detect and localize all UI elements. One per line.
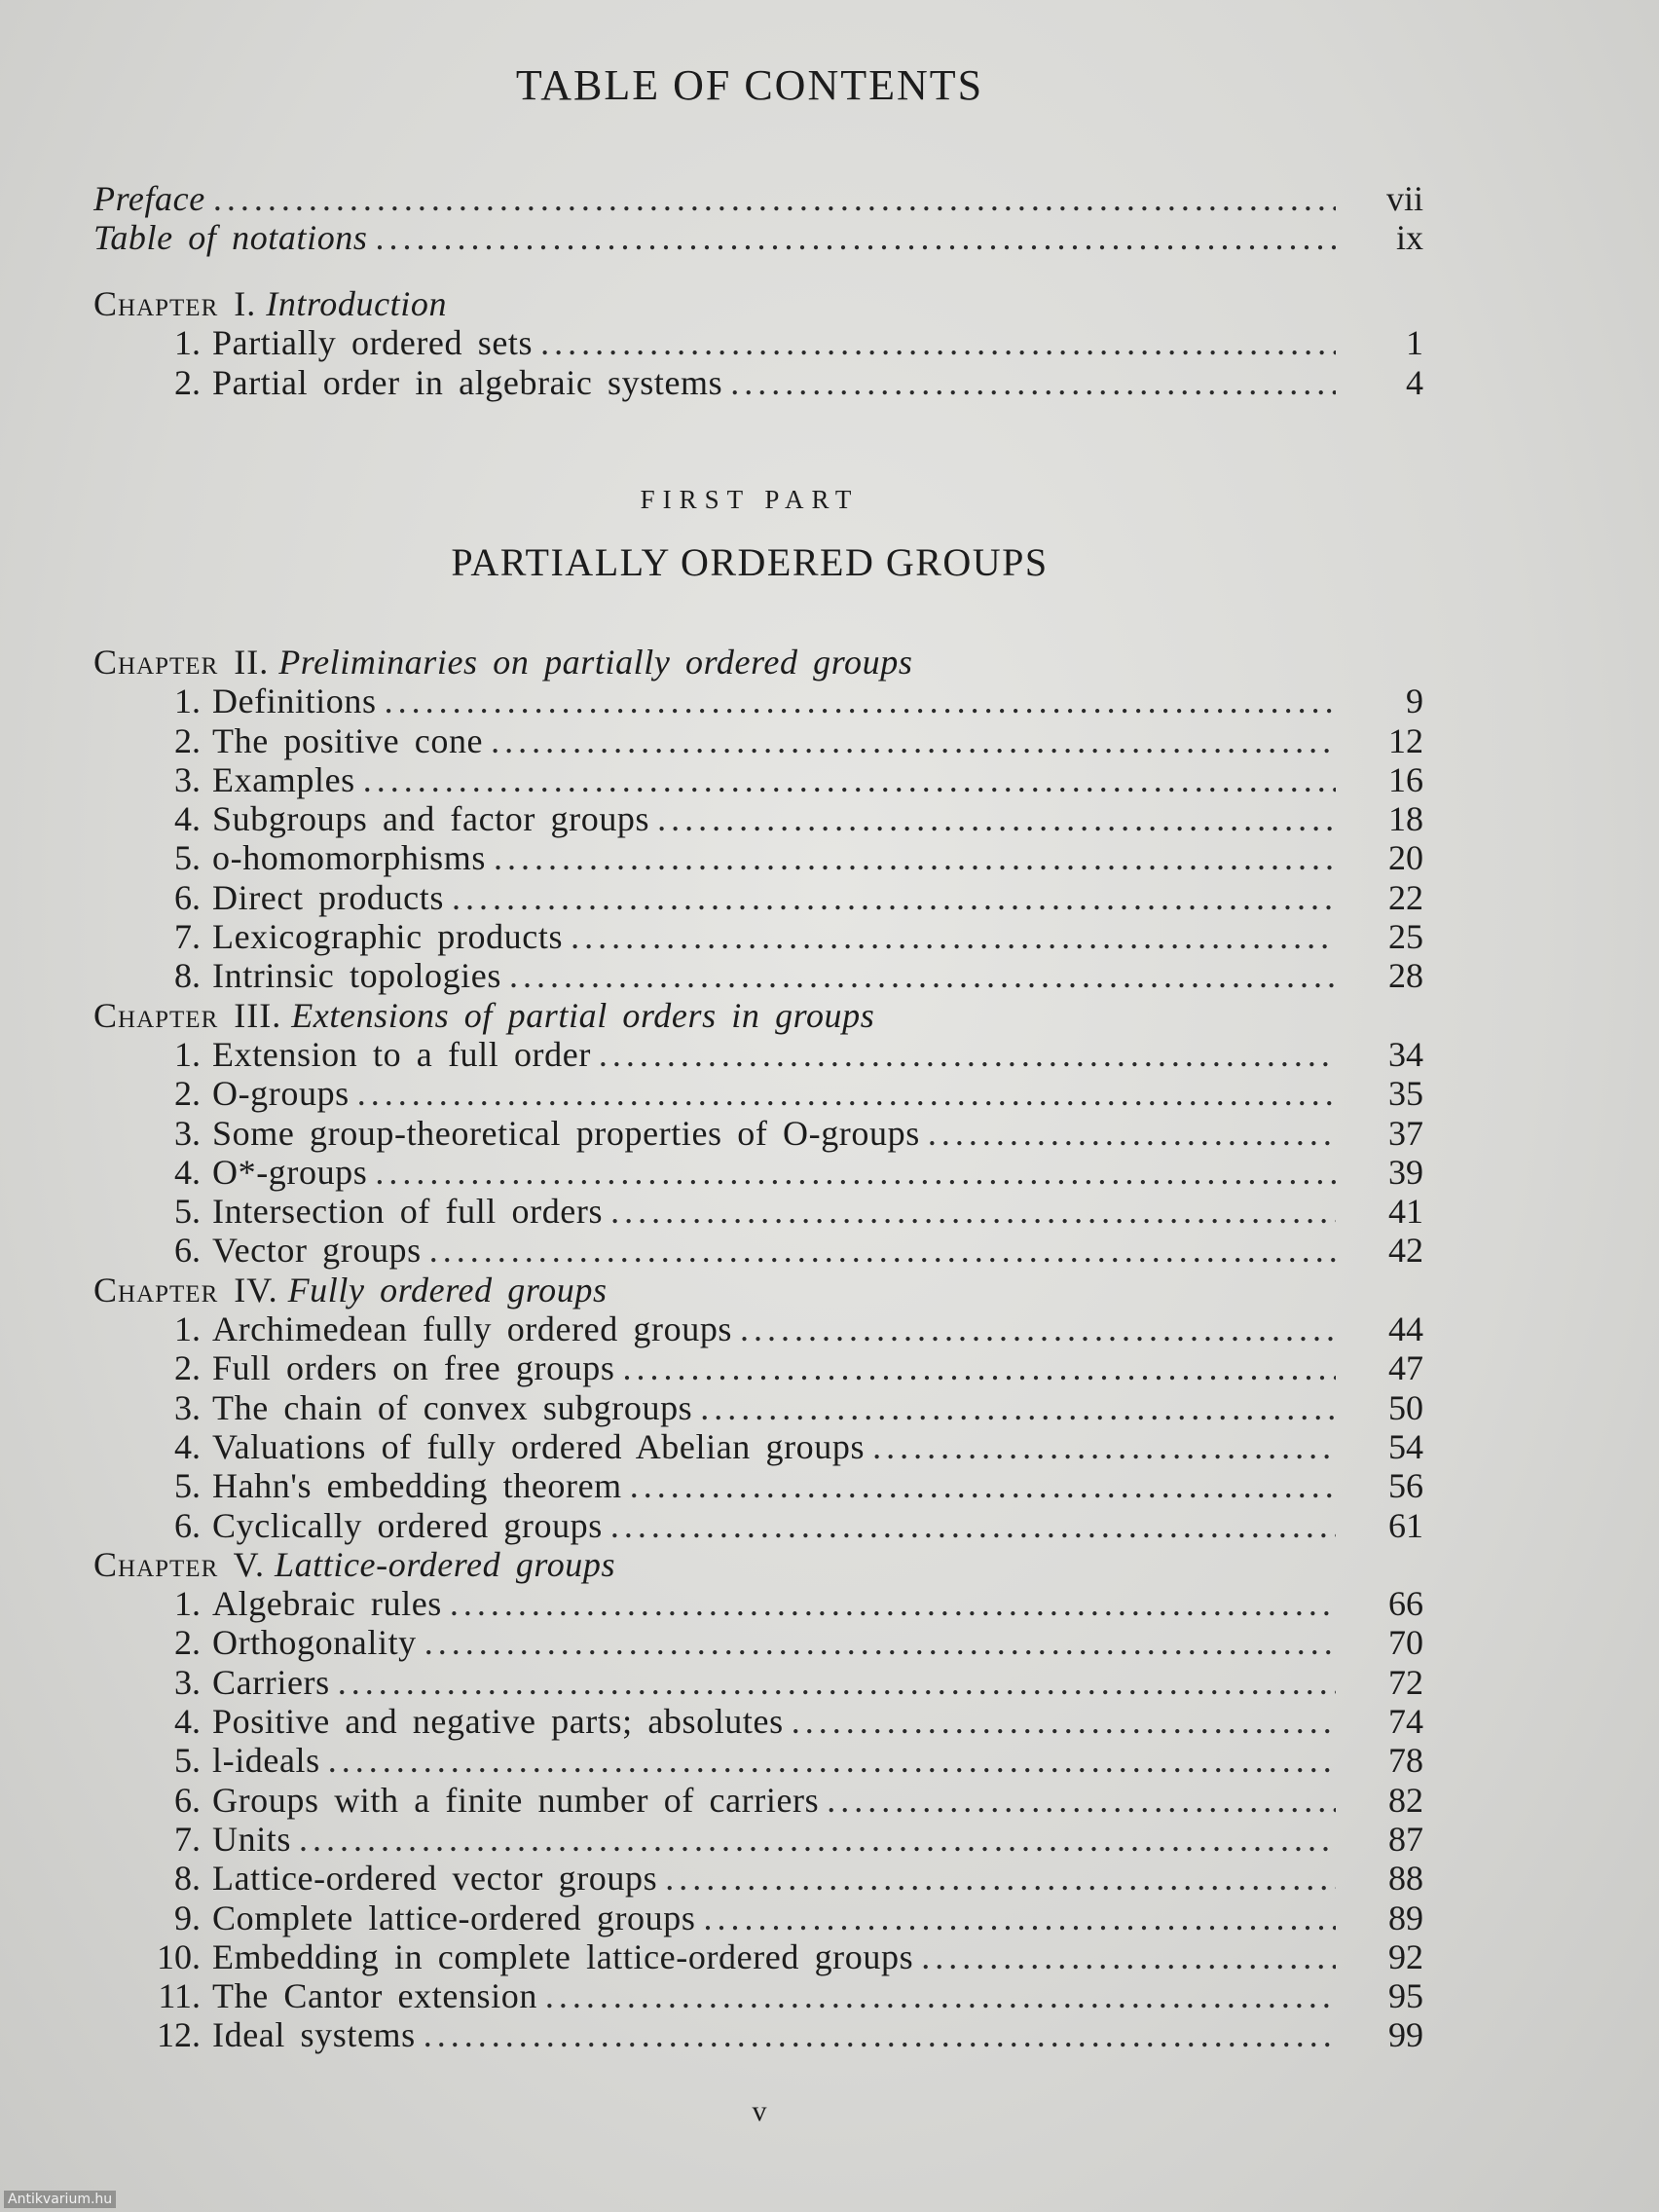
toc-entry-label: The positive cone xyxy=(212,720,484,760)
toc-chapter-1 xyxy=(93,284,1423,402)
leader-dots xyxy=(509,956,1336,995)
section-number: 1. xyxy=(174,1034,201,1074)
toc-entry[interactable] xyxy=(93,1192,1423,1231)
toc-entry[interactable] xyxy=(93,1506,1423,1545)
toc-entry-label: Orthogonality xyxy=(212,1623,417,1663)
leader-dots xyxy=(703,1899,1336,1937)
chapter-number: Chapter III. xyxy=(93,995,282,1035)
toc-entry-label: O*-groups xyxy=(212,1152,368,1192)
section-number: 10. xyxy=(157,1936,201,1976)
leader-dots xyxy=(299,1820,1336,1859)
chapter-number: Chapter IV. xyxy=(93,1270,278,1309)
leader-dots xyxy=(385,682,1336,720)
toc-entry[interactable] xyxy=(93,917,1423,956)
toc-entry-label: Direct products xyxy=(212,877,444,917)
part-title: PARTIALLY ORDERED GROUPS xyxy=(451,540,1049,584)
toc-entry[interactable] xyxy=(93,1820,1423,1859)
toc-entry-label: Lexicographic products xyxy=(212,917,564,957)
leader-dots xyxy=(700,1388,1336,1427)
section-number: 1. xyxy=(174,1584,201,1624)
toc-entry[interactable] xyxy=(93,1781,1423,1820)
leader-dots xyxy=(928,1114,1336,1153)
toc-entry-page: 28 xyxy=(1388,956,1423,996)
toc-main-block xyxy=(93,643,1423,2055)
toc-entry-page: 78 xyxy=(1388,1741,1423,1781)
chapter-title: Lattice-ordered groups xyxy=(274,1544,616,1584)
toc-entry-page: 82 xyxy=(1388,1780,1423,1820)
toc-entry-label: Positive and negative parts; absolutes xyxy=(212,1702,784,1742)
chapter-heading[interactable] xyxy=(93,996,1423,1035)
section-number: 4. xyxy=(174,1426,201,1466)
chapter-number: Chapter II. xyxy=(93,643,270,682)
toc-entry[interactable] xyxy=(93,878,1423,917)
toc-entry-page: 47 xyxy=(1388,1348,1423,1388)
toc-entry[interactable] xyxy=(93,323,1423,362)
section-number: 2. xyxy=(174,720,201,760)
chapter-title: Preliminaries on partially ordered groups xyxy=(278,643,913,682)
toc-entry-label: Intersection of full orders xyxy=(212,1192,604,1232)
section-number: 1. xyxy=(174,323,201,363)
leader-dots xyxy=(376,218,1336,257)
toc-entry-label: Some group-theoretical properties of O-groups xyxy=(212,1113,920,1153)
toc-entry[interactable] xyxy=(93,799,1423,838)
section-number: 8. xyxy=(174,1859,201,1899)
toc-entry-label: The chain of convex subgroups xyxy=(212,1387,693,1427)
section-number: 5. xyxy=(174,1741,201,1781)
toc-entry-page: 89 xyxy=(1388,1898,1423,1937)
toc-entry-label: Lattice-ordered vector groups xyxy=(212,1859,658,1899)
toc-entry[interactable] xyxy=(93,1466,1423,1505)
toc-entry-label: Subgroups and factor groups xyxy=(212,799,650,839)
toc-entry-page: 18 xyxy=(1388,799,1423,839)
section-number: 11. xyxy=(158,1976,201,2016)
toc-entry-page: 39 xyxy=(1388,1152,1423,1192)
toc-entry-page: 34 xyxy=(1388,1034,1423,1074)
toc-entry[interactable] xyxy=(93,1427,1423,1466)
toc-entry-page: 61 xyxy=(1388,1505,1423,1545)
part-label: FIRST PART xyxy=(640,485,860,514)
toc-entry-label: Valuations of fully ordered Abelian groups xyxy=(212,1426,866,1466)
toc-entry-page: 42 xyxy=(1388,1231,1423,1271)
toc-entry-page: 12 xyxy=(1388,720,1423,760)
leader-dots xyxy=(328,1741,1336,1780)
toc-entry-label: Partially ordered sets xyxy=(212,323,534,363)
section-number: 4. xyxy=(174,1152,201,1192)
toc-entry[interactable] xyxy=(93,1702,1423,1741)
toc-entry-label: l-ideals xyxy=(212,1741,320,1781)
toc-front-block xyxy=(93,179,1423,258)
watermark: Antikvarium.hu xyxy=(4,2191,116,2208)
leader-dots xyxy=(921,1937,1336,1976)
toc-entry-page: 9 xyxy=(1406,682,1423,721)
toc-entry-page: 22 xyxy=(1388,877,1423,917)
section-number: 4. xyxy=(174,799,201,839)
leader-dots xyxy=(872,1427,1336,1466)
toc-entry[interactable] xyxy=(93,1584,1423,1623)
toc-entry-label: Algebraic rules xyxy=(212,1584,442,1624)
chapter-title: Extensions of partial orders in groups xyxy=(291,995,875,1035)
section-number: 6. xyxy=(174,1505,201,1545)
toc-entry-label: Partial order in algebraic systems xyxy=(212,362,723,402)
section-number: 3. xyxy=(174,759,201,799)
toc-entry-label: Extension to a full order xyxy=(212,1034,591,1074)
toc-entry-label: Complete lattice-ordered groups xyxy=(212,1898,696,1937)
leader-dots xyxy=(665,1859,1336,1898)
toc-entry[interactable] xyxy=(93,760,1423,799)
toc-entry-label: Full orders on free groups xyxy=(212,1348,615,1388)
chapter-number: Chapter I. xyxy=(93,284,257,323)
toc-entry-label: Vector groups xyxy=(212,1231,422,1271)
toc-entry-page: 20 xyxy=(1388,838,1423,878)
toc-entry-page: 88 xyxy=(1388,1859,1423,1899)
chapter-title: Fully ordered groups xyxy=(287,1270,608,1309)
toc-entry[interactable] xyxy=(93,1074,1423,1113)
toc-entry-page: 16 xyxy=(1388,759,1423,799)
leader-dots xyxy=(792,1702,1336,1741)
toc-entry[interactable] xyxy=(93,2015,1423,2054)
toc-entry[interactable] xyxy=(93,1899,1423,1937)
leader-dots xyxy=(494,838,1336,877)
leader-dots xyxy=(338,1663,1336,1702)
toc-entry-page: 74 xyxy=(1388,1702,1423,1742)
toc-entry-label: The Cantor extension xyxy=(212,1976,537,2016)
toc-entry-page: 56 xyxy=(1388,1466,1423,1506)
toc-entry-page: 37 xyxy=(1388,1113,1423,1153)
leader-dots xyxy=(357,1074,1336,1113)
toc-entry-page: ix xyxy=(1395,218,1423,258)
leader-dots xyxy=(375,1153,1336,1192)
toc-entry-page: 95 xyxy=(1388,1976,1423,2016)
toc-entry-page: 35 xyxy=(1388,1074,1423,1114)
toc-entry[interactable] xyxy=(93,1388,1423,1427)
toc-entry[interactable] xyxy=(93,363,1423,402)
chapter-heading[interactable] xyxy=(93,1545,1423,1584)
section-number: 9. xyxy=(174,1898,201,1937)
section-number: 1. xyxy=(174,682,201,721)
toc-entry-page: 44 xyxy=(1388,1309,1423,1349)
toc-entry[interactable] xyxy=(93,1663,1423,1702)
toc-entry-page: 87 xyxy=(1388,1819,1423,1859)
toc-entry-label: Intrinsic topologies xyxy=(212,956,501,996)
toc-entry-label: Groups with a finite number of carriers xyxy=(212,1780,820,1820)
toc-entry-page: 70 xyxy=(1388,1623,1423,1663)
leader-dots xyxy=(540,323,1336,362)
leader-dots xyxy=(424,2015,1336,2054)
leader-dots xyxy=(363,760,1336,799)
section-number: 2. xyxy=(174,362,201,402)
toc-entry-label: o-homomorphisms xyxy=(212,838,487,878)
toc-entry[interactable] xyxy=(93,1309,1423,1348)
toc-entry[interactable] xyxy=(93,956,1423,995)
toc-entry-label: Cyclically ordered groups xyxy=(212,1505,603,1545)
toc-entry[interactable] xyxy=(93,1348,1423,1387)
toc-entry-page: 66 xyxy=(1388,1584,1423,1624)
toc-entry-label: Carriers xyxy=(212,1662,330,1702)
toc-entry-label: Ideal systems xyxy=(212,2015,416,2055)
leader-dots xyxy=(740,1309,1336,1348)
section-number: 5. xyxy=(174,1192,201,1232)
toc-entry-preface[interactable] xyxy=(93,179,1423,218)
section-number: 2. xyxy=(174,1623,201,1663)
chapter-title: Introduction xyxy=(266,284,448,323)
section-number: 6. xyxy=(174,1780,201,1820)
chapter-heading[interactable] xyxy=(93,284,1423,323)
toc-entry[interactable] xyxy=(93,1859,1423,1898)
leader-dots xyxy=(429,1231,1336,1270)
toc-entry-page: 72 xyxy=(1388,1662,1423,1702)
leader-dots xyxy=(630,1466,1336,1505)
section-number: 3. xyxy=(174,1387,201,1427)
leader-dots xyxy=(571,917,1336,956)
leader-dots xyxy=(657,799,1336,838)
toc-entry-label: O-groups xyxy=(212,1074,350,1114)
chapter-number: Chapter V. xyxy=(93,1544,265,1584)
section-number: 12. xyxy=(157,2015,201,2055)
leader-dots xyxy=(450,1584,1336,1623)
toc-entry-label: Definitions xyxy=(212,682,377,721)
toc-entry-label: Embedding in complete lattice-ordered groups xyxy=(212,1936,914,1976)
leader-dots xyxy=(610,1506,1336,1545)
toc-entry[interactable] xyxy=(93,1153,1423,1192)
toc-entry-page: 50 xyxy=(1388,1387,1423,1427)
page-number: v xyxy=(752,2095,767,2127)
toc-entry-label: Hahn's embedding theorem xyxy=(212,1466,622,1506)
toc-entry-page: 41 xyxy=(1388,1192,1423,1232)
section-number: 4. xyxy=(174,1702,201,1742)
toc-entry-notations[interactable] xyxy=(93,218,1423,257)
section-number: 1. xyxy=(174,1309,201,1349)
toc-entry[interactable] xyxy=(93,1741,1423,1780)
leader-dots xyxy=(623,1348,1336,1387)
toc-entry[interactable] xyxy=(93,721,1423,760)
toc-entry[interactable] xyxy=(93,1976,1423,2015)
leader-dots xyxy=(424,1623,1336,1662)
toc-entry-page: 92 xyxy=(1388,1936,1423,1976)
section-number: 7. xyxy=(174,917,201,957)
section-number: 6. xyxy=(174,1231,201,1271)
toc-entry-page: 25 xyxy=(1388,917,1423,957)
section-number: 6. xyxy=(174,877,201,917)
leader-dots xyxy=(610,1192,1336,1231)
leader-dots xyxy=(213,179,1336,218)
leader-dots xyxy=(730,363,1336,402)
toc-entry-label: Preface xyxy=(93,179,205,218)
section-number: 8. xyxy=(174,956,201,996)
toc-entry[interactable] xyxy=(93,838,1423,877)
toc-entry[interactable] xyxy=(93,1937,1423,1976)
section-number: 2. xyxy=(174,1074,201,1114)
toc-entry[interactable] xyxy=(93,1231,1423,1270)
page-title: TABLE OF CONTENTS xyxy=(515,61,984,109)
toc-entry-label: Examples xyxy=(212,759,355,799)
leader-dots xyxy=(491,721,1336,760)
toc-entry-label: Units xyxy=(212,1819,292,1859)
toc-entry[interactable] xyxy=(93,682,1423,720)
toc-entry-label: Table of notations xyxy=(93,218,368,258)
toc-entry-page: 4 xyxy=(1406,362,1423,402)
section-number: 3. xyxy=(174,1113,201,1153)
leader-dots xyxy=(545,1976,1336,2015)
toc-entry-page: vii xyxy=(1385,179,1423,218)
leader-dots xyxy=(599,1035,1336,1074)
section-number: 7. xyxy=(174,1819,201,1859)
chapter-heading[interactable] xyxy=(93,643,1423,682)
toc-entry-page: 99 xyxy=(1388,2015,1423,2055)
toc-entry-label: Archimedean fully ordered groups xyxy=(212,1309,733,1349)
section-number: 2. xyxy=(174,1348,201,1388)
toc-entry[interactable] xyxy=(93,1623,1423,1662)
toc-entry[interactable] xyxy=(93,1035,1423,1074)
chapter-heading[interactable] xyxy=(93,1271,1423,1309)
toc-entry-page: 1 xyxy=(1406,323,1423,363)
toc-entry-page: 54 xyxy=(1388,1426,1423,1466)
leader-dots xyxy=(827,1781,1336,1820)
toc-entry[interactable] xyxy=(93,1114,1423,1153)
section-number: 5. xyxy=(174,1466,201,1506)
leader-dots xyxy=(452,878,1336,917)
section-number: 5. xyxy=(174,838,201,878)
section-number: 3. xyxy=(174,1662,201,1702)
